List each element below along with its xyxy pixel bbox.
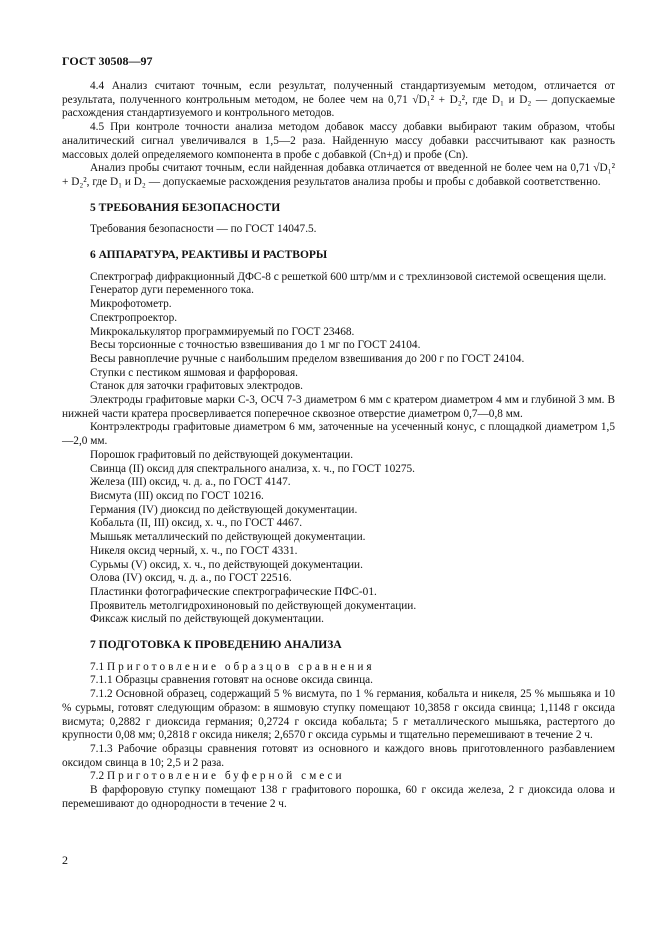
- subsection-7-2-heading: [62, 770, 615, 784]
- list-item: Весы торсионные с точностью взвешивания до 1 мг по ГОСТ 24104.: [90, 339, 421, 352]
- list-item: Ступки с пестиком яшмовая и фарфоровая.: [90, 366, 298, 379]
- section-5-text: Требования безопасности — по ГОСТ 14047.5.: [90, 223, 317, 236]
- list-item: Железа (III) оксид, ч. д. а., по ГОСТ 4147.: [90, 476, 291, 489]
- subsection-title: Приготовление образцов сравнения: [106, 660, 375, 673]
- list-item: Контрэлектроды графитовые диаметром 6 мм, заточенные на усеченный конус, с площадкой диаметром 1,5—2,0 мм.: [62, 421, 615, 448]
- subsection-number: 7.1: [90, 660, 105, 673]
- document-header: ГОСТ 30508—97: [62, 54, 153, 68]
- section-7-title: 7 ПОДГОТОВКА К ПРОВЕДЕНИЮ АНАЛИЗА: [90, 639, 342, 652]
- section-5-title: 5 ТРЕБОВАНИЯ БЕЗОПАСНОСТИ: [90, 201, 281, 214]
- paragraph-4-5: 4.5 При контроле точности анализа методом добавок массу добавки выбирают таким образом, чтобы аналитический сигнал увеличивался в 1,5—2 раза. Найденную массу добавки рассчитывают как разность массовых долей определяемого компонента в пробе с добавкой (Cn+д) и пробе (Cn).: [62, 121, 615, 161]
- page-number: 2: [62, 853, 68, 867]
- list-item: Олова (IV) оксид, ч. д. а., по ГОСТ 22516.: [90, 572, 292, 585]
- list-item: Порошок графитовый по действующей документации.: [90, 448, 354, 461]
- list-item: Сурьмы (V) оксид, х. ч., по действующей документации.: [90, 558, 363, 571]
- list-item: Свинца (II) оксид для спектрального анализа, х. ч., по ГОСТ 10275.: [90, 462, 415, 475]
- list-item: Микрокалькулятор программируемый по ГОСТ 23468.: [90, 325, 355, 338]
- list-item: Спектрограф дифракционный ДФС-8 с решеткой 600 штр/мм и с трехлинзовой системой освещения щели.: [90, 270, 607, 283]
- paragraph-7-1-1: 7.1.1 Образцы сравнения готовят на основе оксида свинца.: [90, 674, 373, 687]
- section-6-title: 6 АППАРАТУРА, РЕАКТИВЫ И РАСТВОРЫ: [90, 249, 328, 262]
- list-item: Мышьяк металлический по действующей документации.: [90, 531, 366, 544]
- list-item: Германия (IV) диоксид по действующей документации.: [90, 503, 358, 516]
- document-body: [62, 80, 615, 811]
- subsection-number: 7.2: [90, 770, 105, 783]
- list-item: Спектропроектор.: [90, 311, 178, 324]
- list-item: Генератор дуги переменного тока.: [90, 284, 254, 297]
- paragraph-7-1-3: 7.1.3 Рабочие образцы сравнения готовят из основного и каждого вновь приготовленного разбавлением оксидом свинца в 10; 2,5 и 2 раза.: [62, 742, 615, 769]
- paragraph-7-2: В фарфоровую ступку помещают 138 г графитового порошка, 60 г оксида железа, 2 г диоксида олова и перемешивают до однородности в течение 2 ч.: [62, 784, 615, 810]
- list-item: Микрофотометр.: [90, 298, 172, 311]
- paragraph-7-1-2: 7.1.2 Основной образец, содержащий 5 % висмута, по 1 % германия, кобальта и никеля, 25 % мышьяка и 10 % сурьмы, готовят следующим образом: в яшмовую ступку помещают 10,3858 г оксида свинца; 1,1148 г оксида висмута; 0,2882 г диоксида германия; 0,2724 г оксида кобальта; 5 г металлического мышьяка, растертого до крупности 0,08 мм; 0,2818 г оксида никеля; 2,6570 г оксида сурьмы и тщательно перемешивают в течение 2 ч.: [62, 688, 615, 742]
- list-item: Станок для заточки графитовых электродов.: [90, 380, 303, 393]
- list-item: Весы равноплечие ручные с наибольшим пределом взвешивания до 200 г по ГОСТ 24104.: [90, 352, 525, 365]
- list-item: Кобальта (II, III) оксид, х. ч., по ГОСТ 4467.: [90, 517, 303, 530]
- list-item: Проявитель метолгидрохиноновый по действующей документации.: [90, 599, 417, 612]
- paragraph-4-5-continued: Анализ пробы считают точным, если найденная добавка отличается от введенной не более чем на 0,71 √D₁² + D₂², где D₁ и D₂ — допускаемые расхождения результатов анализа пробы и пробы с добавкой соответственно.: [62, 162, 615, 188]
- subsection-title: Приготовление буферной смеси: [106, 770, 345, 783]
- list-item: Электроды графитовые марки С-3, ОСЧ 7-3 диаметром 6 мм с кратером диаметром 4 мм и глубиной 3 мм. В нижней части кратера просверливается поперечное сквозное отверстие диаметром 0,7—0,8 мм.: [62, 394, 615, 420]
- list-item: Никеля оксид черный, х. ч., по ГОСТ 4331.: [90, 544, 298, 557]
- subsection-7-1-heading: [62, 661, 615, 675]
- list-item: Фиксаж кислый по действующей документации.: [90, 613, 324, 626]
- list-item: Пластинки фотографические спектрографические ПФС-01.: [90, 585, 377, 598]
- equipment-list: [62, 271, 615, 627]
- paragraph-4-4: 4.4 Анализ считают точным, если результат, полученный стандартизуемым методом, отличается от результата, полученного контрольным методом, не более чем на 0,71 √D₁² + D₂², где D₁ и D₂ — допускаемые расхождения стандартизуемого и контрольного методов.: [62, 80, 615, 120]
- list-item: Висмута (III) оксид по ГОСТ 10216.: [90, 489, 264, 502]
